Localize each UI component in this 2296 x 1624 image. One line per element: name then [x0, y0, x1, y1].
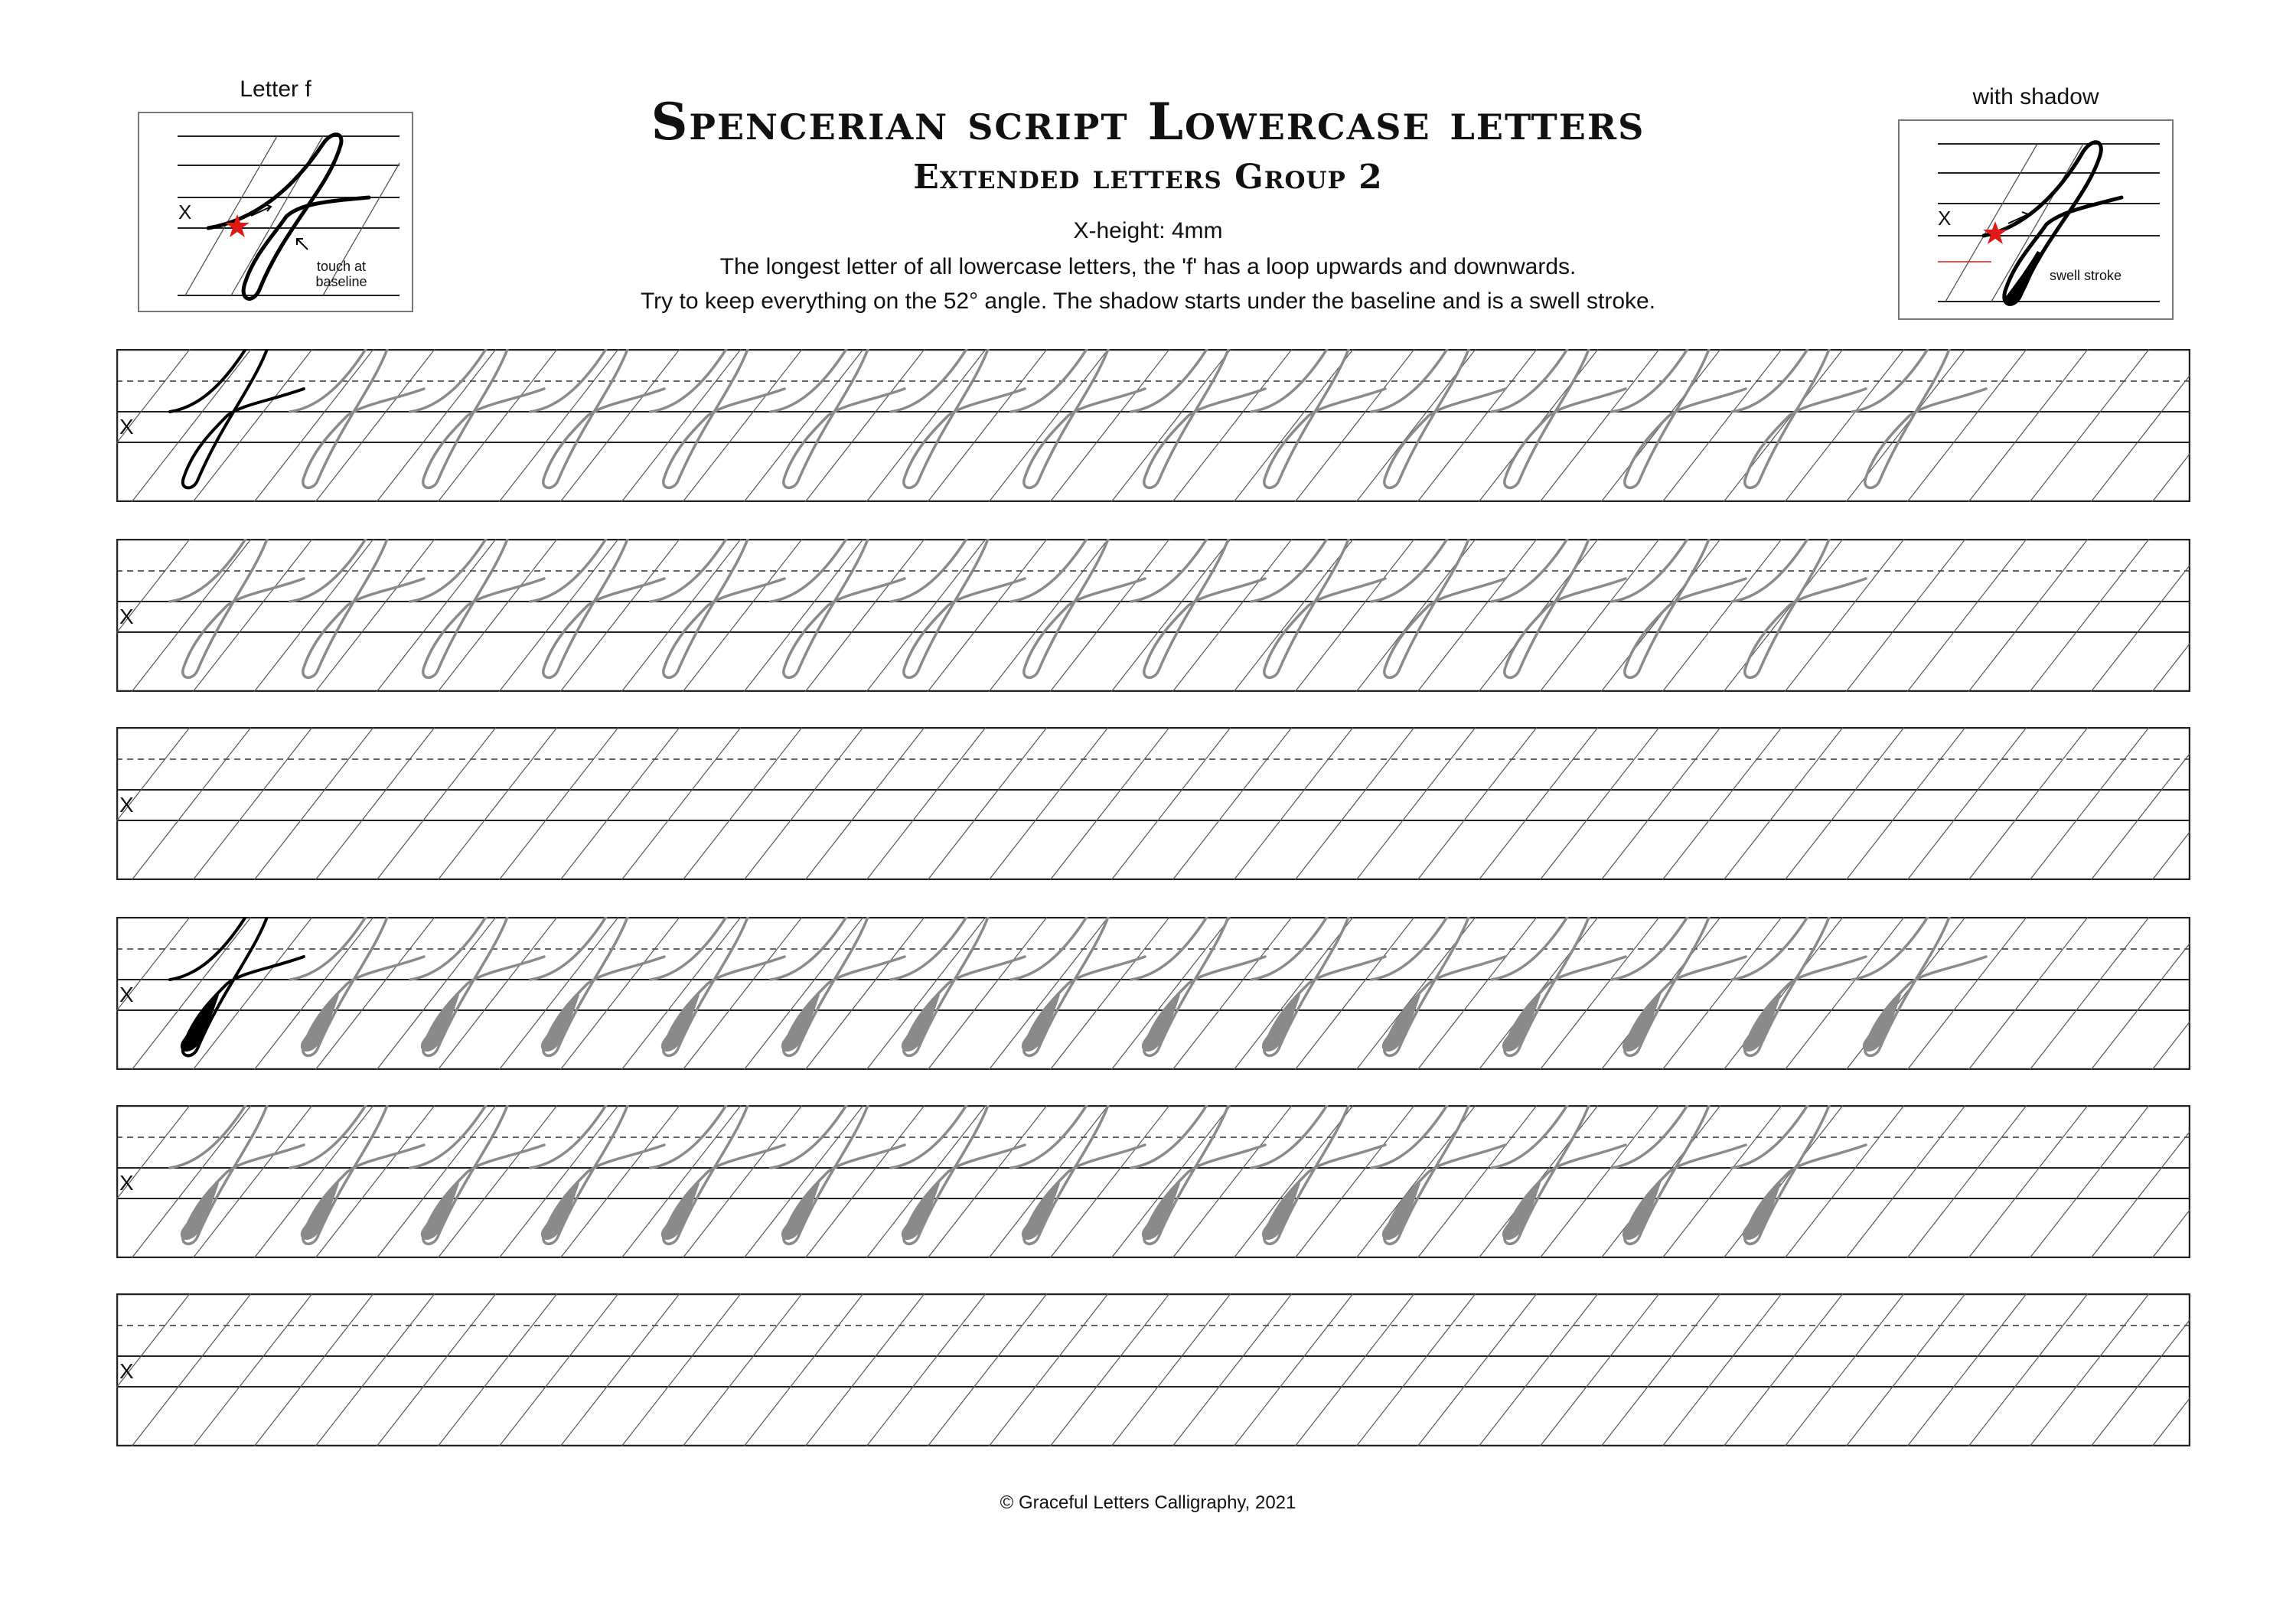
slant-guide-line: [438, 1293, 557, 1446]
slant-guide-line: [193, 727, 312, 880]
slant-guide-line: [560, 1293, 680, 1446]
with-shadow-caption: with shadow: [1972, 84, 2099, 109]
slant-guide-line: [254, 727, 373, 880]
guide-letter-f: [1371, 1105, 1505, 1244]
slant-guide-line: [2030, 1105, 2149, 1258]
slant-guide-line: [866, 349, 986, 502]
slant-guide-line: [1662, 1293, 1782, 1446]
slant-guide-line: [1968, 1293, 2088, 1446]
practice-row-border: [117, 350, 2190, 501]
slant-guide-line: [805, 727, 925, 880]
slant-guide-line: [1172, 1293, 1292, 1446]
guide-letter-f: [1131, 539, 1265, 677]
guide-letter-f: [891, 1105, 1025, 1244]
guide-letter-f: [1251, 1105, 1385, 1244]
slant-guide-line: [499, 1293, 618, 1446]
model-letter-f: [170, 917, 304, 1055]
slant-guide-line: [2091, 1105, 2190, 1258]
slant-guide-line: [2030, 917, 2149, 1070]
slant-guide-line: [2091, 917, 2190, 1070]
slant-guide-line: [1540, 917, 1659, 1070]
slant-guide-line: [1234, 1105, 1353, 1258]
guide-letter-f: [1732, 917, 1866, 1055]
star-icon: [1983, 221, 2007, 244]
guide-letter-f: [1131, 1105, 1265, 1244]
guide-letter-f: [410, 917, 544, 1055]
slant-guide-line: [1846, 1293, 1965, 1446]
slant-guide-line: [2152, 1293, 2190, 1446]
slant-guide-line: [1295, 349, 1414, 502]
slant-guide-line: [928, 1293, 1047, 1446]
slant-guide-line: [1907, 1105, 2027, 1258]
slant-guide-line: [377, 1293, 496, 1446]
slant-guide-line: [989, 727, 1108, 880]
guide-letter-f: [651, 539, 784, 677]
slant-guide-line: [1295, 1293, 1414, 1446]
slant-guide-line: [1907, 917, 2027, 1070]
slant-guide-line: [1234, 1293, 1353, 1446]
slant-guide-line: [1479, 1293, 1598, 1446]
slant-guide-line: [2091, 1293, 2190, 1446]
guide-letter-f: [651, 349, 784, 488]
slant-guide-line: [377, 349, 496, 502]
practice-row-2[interactable]: [116, 539, 2190, 692]
slant-guide-line: [1540, 349, 1659, 502]
slant-guide-line: [1968, 1105, 2088, 1258]
slant-guide-line: [683, 727, 802, 880]
slant-guide-line: [1785, 917, 1904, 1070]
guide-letter-f: [891, 349, 1025, 488]
slant-guide-line: [1724, 349, 1843, 502]
slant-guide-line: [866, 917, 986, 1070]
slant-guide-line: [621, 727, 741, 880]
practice-row-x-label: X: [119, 1171, 134, 1195]
slant-guide-line: [744, 539, 863, 692]
guide-letter-f: [1852, 917, 1986, 1055]
slant-guide-line: [744, 1293, 863, 1446]
slant-guide-line: [1662, 1105, 1782, 1258]
practice-row-x-label: X: [119, 983, 134, 1006]
slant-guide-line: [2091, 727, 2190, 880]
guide-letter-f: [1131, 349, 1265, 488]
slant-guide-line: [866, 727, 986, 880]
x-height-label: X-height: 4mm: [1073, 218, 1223, 243]
guide-letter-f: [410, 539, 544, 677]
slant-guide-line: [1907, 349, 2027, 502]
practice-row-5[interactable]: [116, 1105, 2190, 1258]
guide-letter-f: [771, 1105, 905, 1244]
slant-guide-line: [1601, 727, 1720, 880]
slant-guide-line: [1724, 917, 1843, 1070]
slant-guide-line: [315, 917, 435, 1070]
slant-guide-line: [1540, 1105, 1659, 1258]
slant-guide-line: [1662, 539, 1782, 692]
slant-guide-line: [1111, 1293, 1231, 1446]
slant-guide-line: [1356, 727, 1476, 880]
slant-guide-line: [193, 539, 312, 692]
slant-guide-line: [499, 727, 618, 880]
slant-guide-line: [193, 917, 312, 1070]
slant-guide-line: [132, 539, 251, 692]
slant-guide-line: [1662, 349, 1782, 502]
slant-guide-line: [1417, 1293, 1537, 1446]
slant-guide-line: [989, 349, 1108, 502]
practice-row-6[interactable]: [116, 1293, 2190, 1446]
slant-guide-line: [1785, 539, 1904, 692]
slant-guide-line: [2152, 539, 2190, 692]
slant-guide-line: [989, 1293, 1108, 1446]
practice-row-x-label: X: [119, 605, 134, 628]
guide-letter-f: [170, 539, 304, 677]
guide-letter-f: [1852, 349, 1986, 488]
description-line-2: Try to keep everything on the 52° angle. The shadow starts under the baseline and is a swell stroke.: [640, 289, 1656, 314]
slant-guide-line: [1295, 727, 1414, 880]
slant-guide-line: [989, 917, 1108, 1070]
slant-guide-line: [1295, 539, 1414, 692]
slant-guide-line: [621, 1105, 741, 1258]
guide-letter-f: [1131, 917, 1265, 1055]
slant-guide-line: [1724, 1105, 1843, 1258]
slant-guide-line: [193, 349, 312, 502]
copyright-footer: © Graceful Letters Calligraphy, 2021: [1000, 1492, 1296, 1513]
slant-guide-line: [1540, 539, 1659, 692]
guide-letter-f: [771, 917, 905, 1055]
slant-guide-line: [2030, 539, 2149, 692]
slant-guide-line: [744, 727, 863, 880]
slant-guide-line: [621, 539, 741, 692]
guide-letter-f: [1612, 1105, 1746, 1244]
practice-row-border: [117, 540, 2190, 691]
guide-letter-f: [1612, 917, 1746, 1055]
slant-guide-line: [1172, 727, 1292, 880]
slant-guide-line: [744, 1105, 863, 1258]
slant-guide-line: [805, 1293, 925, 1446]
slant-guide-line: [1234, 539, 1353, 692]
slant-guide-line: [805, 539, 925, 692]
slant-guide-line: [621, 1293, 741, 1446]
page-title: Spencerian script Lowercase letters: [651, 92, 1645, 152]
slant-guide-line: [683, 1293, 802, 1446]
slant-guide-line: [805, 349, 925, 502]
slant-guide-line: [1785, 1105, 1904, 1258]
slant-guide-line: [193, 1293, 312, 1446]
slant-guide-line: [866, 1105, 986, 1258]
slant-guide-line: [866, 1293, 986, 1446]
practice-row-border: [117, 1294, 2190, 1446]
slant-guide-line: [1968, 349, 2088, 502]
touch-at-baseline-note: touch at baseline: [315, 259, 367, 289]
slant-guide-line: [1846, 349, 1965, 502]
guide-letter-f: [410, 1105, 544, 1244]
guide-letter-f: [1612, 349, 1746, 488]
slant-guide-line: [621, 349, 741, 502]
slant-guide-line: [1724, 1293, 1843, 1446]
guide-letter-f: [651, 1105, 784, 1244]
slant-guide-line: [1968, 539, 2088, 692]
slant-guide-line: [1111, 1105, 1231, 1258]
model-letter-f: [170, 349, 304, 488]
guide-letter-f: [1371, 539, 1505, 677]
slant-guide-line: [1111, 727, 1231, 880]
practice-row-x-label: X: [119, 1359, 134, 1383]
practice-row-x-label: X: [119, 793, 134, 817]
guide-letter-f: [530, 917, 664, 1055]
slant-guide-line: [438, 727, 557, 880]
example-letter-caption: Letter f: [240, 77, 311, 102]
slant-guide-line: [1846, 539, 1965, 692]
guide-letter-f: [1732, 349, 1866, 488]
slant-guide-line: [1111, 349, 1231, 502]
slant-guide-line: [1050, 1293, 1169, 1446]
with-shadow-x-label: X: [1938, 207, 1952, 230]
slant-guide-line: [1968, 727, 2088, 880]
slant-guide-line: [315, 1105, 435, 1258]
practice-row-3[interactable]: [116, 727, 2190, 880]
slant-guide-line: [315, 349, 435, 502]
guide-letter-f: [891, 917, 1025, 1055]
slant-guide-line: [2030, 1293, 2149, 1446]
slant-guide-line: [989, 1105, 1108, 1258]
slant-guide-line: [1846, 1105, 1965, 1258]
guide-letter-f: [1251, 917, 1385, 1055]
slant-guide-line: [377, 917, 496, 1070]
slant-guide-line: [1050, 727, 1169, 880]
slant-guide-line: [193, 1105, 312, 1258]
guide-letter-f: [170, 1105, 304, 1244]
slant-guide-line: [1785, 727, 1904, 880]
slant-guide-line: [132, 349, 251, 502]
example-letter-x-label: X: [178, 201, 192, 223]
slant-guide-line: [1234, 727, 1353, 880]
guide-letter-f: [1251, 539, 1385, 677]
slant-guide-line: [2152, 917, 2190, 1070]
guide-letter-f: [1251, 349, 1385, 488]
slant-guide-line: [560, 727, 680, 880]
slant-guide-line: [377, 1105, 496, 1258]
slant-guide-line: [1968, 917, 2088, 1070]
slant-guide-line: [1785, 349, 1904, 502]
slant-guide-line: [2152, 349, 2190, 502]
slant-guide-line: [2091, 349, 2190, 502]
slant-guide-line: [2152, 727, 2190, 880]
slant-guide-line: [1356, 1293, 1476, 1446]
slant-guide-line: [1785, 1293, 1904, 1446]
slant-guide-line: [2030, 727, 2149, 880]
slant-guide-line: [315, 727, 435, 880]
practice-row-4[interactable]: [116, 917, 2190, 1070]
slant-guide-line: [315, 539, 435, 692]
guide-letter-f: [651, 917, 784, 1055]
practice-row-border: [117, 728, 2190, 879]
slant-guide-line: [377, 727, 496, 880]
page-subtitle: Extended letters Group 2: [913, 158, 1383, 197]
slant-guide-line: [1724, 539, 1843, 692]
slant-guide-line: [2091, 539, 2190, 692]
slant-guide-line: [254, 1293, 373, 1446]
slant-guide-line: [1601, 1293, 1720, 1446]
slant-guide-line: [744, 917, 863, 1070]
guide-letter-f: [530, 539, 664, 677]
guide-letter-f: [1371, 917, 1505, 1055]
slant-guide-line: [377, 539, 496, 692]
slant-guide-line: [1907, 539, 2027, 692]
slant-guide-line: [2152, 1105, 2190, 1258]
guide-letter-f: [1732, 1105, 1866, 1244]
slant-guide-line: [621, 917, 741, 1070]
slant-guide-line: [1662, 917, 1782, 1070]
guide-letter-f: [1371, 349, 1505, 488]
practice-row-1[interactable]: [116, 349, 2190, 502]
guide-letter-f: [1612, 539, 1746, 677]
guide-letter-f: [530, 349, 664, 488]
slant-guide-line: [1479, 727, 1598, 880]
slant-guide-line: [1234, 917, 1353, 1070]
description-line-1: The longest letter of all lowercase letters, the 'f' has a loop upwards and downwards.: [719, 254, 1577, 279]
guide-letter-f: [1732, 539, 1866, 677]
slant-guide-line: [1111, 539, 1231, 692]
slant-guide-line: [1662, 727, 1782, 880]
slant-guide-line: [1234, 349, 1353, 502]
slant-guide-line: [1907, 727, 2027, 880]
slant-guide-line: [1907, 1293, 2027, 1446]
guide-letter-f: [771, 539, 905, 677]
guide-letter-f: [530, 1105, 664, 1244]
slant-guide-line: [866, 539, 986, 692]
slant-guide-line: [928, 727, 1047, 880]
guide-letter-f: [410, 349, 544, 488]
slant-guide-line: [989, 539, 1108, 692]
practice-row-x-label: X: [119, 415, 134, 439]
slant-guide-line: [254, 349, 373, 502]
slant-guide-line: [1111, 917, 1231, 1070]
slant-guide-line: [315, 1293, 435, 1446]
slant-guide-line: [744, 349, 863, 502]
swell-stroke-note: swell stroke: [2049, 268, 2122, 283]
slant-guide-line: [1540, 727, 1659, 880]
slant-guide-line: [1540, 1293, 1659, 1446]
slant-guide-line: [1724, 727, 1843, 880]
guide-letter-f: [771, 349, 905, 488]
slant-guide-line: [2030, 349, 2149, 502]
slant-guide-line: [1417, 727, 1537, 880]
slant-guide-line: [132, 1293, 251, 1446]
slant-guide-line: [132, 727, 251, 880]
slant-guide-line: [1846, 727, 1965, 880]
slant-guide-line: [254, 539, 373, 692]
guide-letter-f: [891, 539, 1025, 677]
